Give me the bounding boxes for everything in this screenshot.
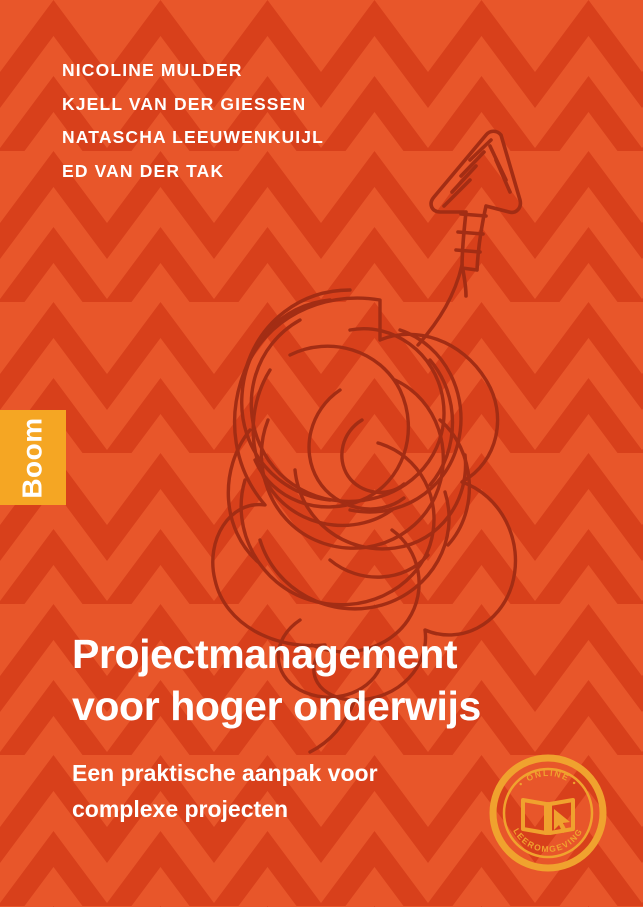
badge-bottom-text: LEEROMGEVING <box>511 826 585 855</box>
book-subtitle <box>72 756 502 827</box>
svg-text:• ONLINE • <box>516 768 580 789</box>
author-list <box>62 62 324 196</box>
author-name: ED VAN DER TAK <box>62 160 225 181</box>
badge-top-text: • ONLINE • <box>516 767 580 789</box>
author-name: KJELL VAN DER GIESSEN <box>62 93 307 114</box>
title-line: voor hoger onderwijs <box>72 683 481 730</box>
author-name: NATASCHA LEEUWENKUIJL <box>62 127 325 147</box>
publisher-logo <box>0 410 66 505</box>
title-line: Projectmanagement <box>72 631 458 677</box>
subtitle-line: Een praktische aanpak voor <box>72 760 378 786</box>
online-learning-badge <box>489 754 607 872</box>
author-name: NICOLINE MULDER <box>62 60 243 80</box>
book-title <box>72 628 592 733</box>
subtitle-line: complexe projecten <box>72 795 289 822</box>
publisher-name: Boom <box>17 416 49 499</box>
